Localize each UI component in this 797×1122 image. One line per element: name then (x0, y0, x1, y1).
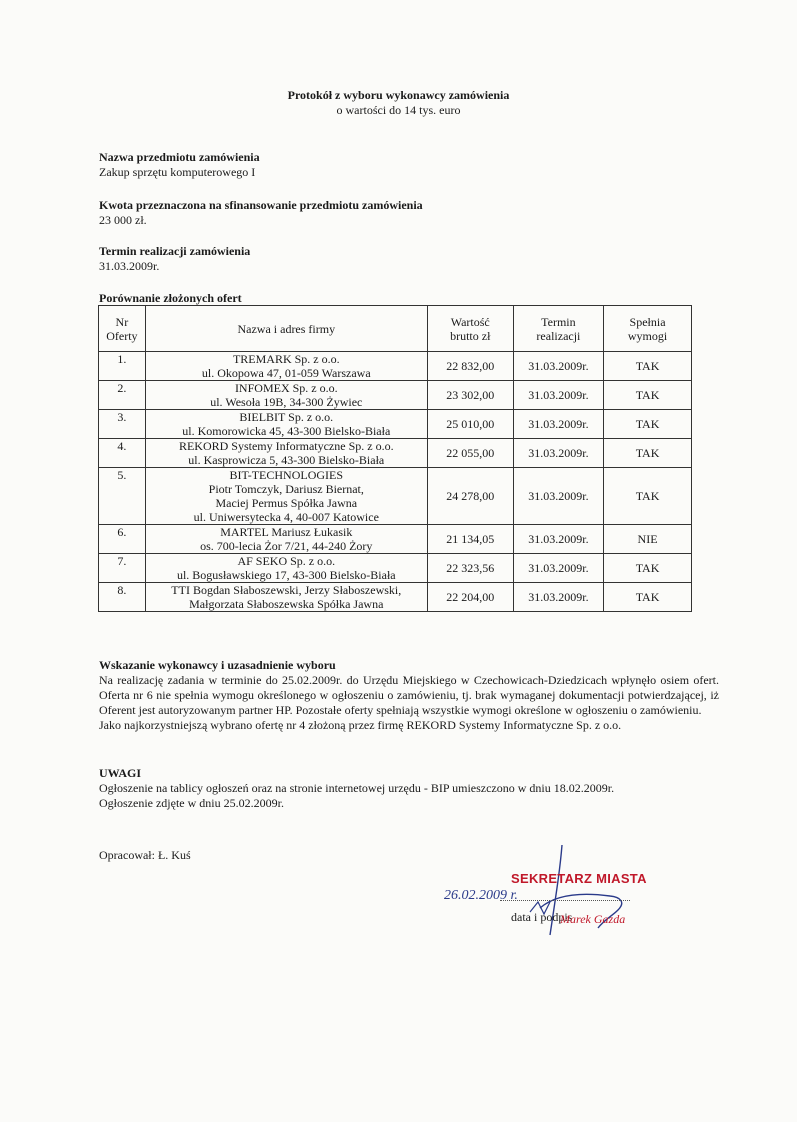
justification-section (99, 658, 719, 733)
table-row (99, 381, 692, 410)
offer-company (145, 583, 427, 612)
table-row (99, 525, 692, 554)
table-row (99, 468, 692, 525)
offer-number: 5. (99, 468, 146, 525)
offer-term: 31.03.2009r. (513, 583, 603, 612)
table-row (99, 410, 692, 439)
deadline-label: Termin realizacji zamówienia (99, 244, 251, 258)
company-line: ul. Kasprowicza 5, 43-300 Bielsko-Biała (188, 453, 385, 467)
document-header (0, 88, 797, 118)
offer-meets-requirements: NIE (604, 525, 692, 554)
offers-caption: Porównanie złożonych ofert (99, 291, 242, 305)
company-line: TTI Bogdan Słaboszewski, Jerzy Słaboszewski, (171, 583, 402, 597)
signature-label: data i podpis (511, 910, 573, 924)
offers-table-body (99, 352, 692, 612)
offer-company (145, 352, 427, 381)
offer-company (145, 410, 427, 439)
offer-term: 31.03.2009r. (513, 525, 603, 554)
stamp-name: Marek Gazda (560, 912, 626, 926)
subject-section (99, 150, 719, 180)
signature-line (500, 900, 630, 901)
stamp-title: SEKRETARZ MIASTA (511, 871, 647, 886)
offer-value: 23 302,00 (427, 381, 513, 410)
company-line: Małgorzata Słaboszewska Spółka Jawna (189, 597, 384, 611)
offer-value: 24 278,00 (427, 468, 513, 525)
company-line: Piotr Tomczyk, Dariusz Biernat, (208, 482, 364, 496)
handwritten-date: 26.02.2009 r. (444, 888, 518, 903)
prepared-by: Opracował: Ł. Kuś (99, 848, 191, 862)
offer-term: 31.03.2009r. (513, 410, 603, 439)
offer-value: 25 010,00 (427, 410, 513, 439)
justification-conclusion: Jako najkorzystniejszą wybrano ofertę nr 4 złożoną przez firmę REKORD Systemy Informatyczne Sp. z o.o. (99, 718, 622, 732)
offer-company (145, 381, 427, 410)
subject-value: Zakup sprzętu komputerowego I (99, 165, 256, 179)
document-subtitle: o wartości do 14 tys. euro (336, 103, 461, 117)
table-row (99, 439, 692, 468)
offer-number: 1. (99, 352, 146, 381)
offer-value: 21 134,05 (427, 525, 513, 554)
budget-value: 23 000 zł. (99, 213, 147, 227)
company-line: ul. Bogusławskiego 17, 43-300 Bielsko-Biała (176, 568, 396, 582)
company-line: INFOMEX Sp. z o.o. (234, 381, 338, 395)
header-nr: Nr Oferty (99, 306, 146, 352)
offer-term: 31.03.2009r. (513, 554, 603, 583)
offer-meets-requirements: TAK (604, 381, 692, 410)
table-row (99, 352, 692, 381)
offer-number: 3. (99, 410, 146, 439)
justification-label: Wskazanie wykonawcy i uzasadnienie wyboru (99, 658, 336, 672)
header-term: Termin realizacji (513, 306, 603, 352)
company-line: ul. Okopowa 47, 01-059 Warszawa (201, 366, 371, 380)
offer-value: 22 055,00 (427, 439, 513, 468)
offer-number: 4. (99, 439, 146, 468)
offer-term: 31.03.2009r. (513, 468, 603, 525)
company-line: ul. Wesoła 19B, 34-300 Żywiec (210, 395, 363, 409)
header-name: Nazwa i adres firmy (145, 306, 427, 352)
offer-number: 8. (99, 583, 146, 612)
company-line: MARTEL Mariusz Łukasik (220, 525, 353, 539)
company-line: os. 700-lecia Żor 7/21, 44-240 Żory (200, 539, 373, 553)
offer-term: 31.03.2009r. (513, 381, 603, 410)
notes-paragraph: Ogłoszenie na tablicy ogłoszeń oraz na stronie internetowej urzędu - BIP umieszczono w dniu 18.02.2009r. (99, 781, 615, 795)
company-line: BIELBIT Sp. z o.o. (239, 410, 334, 424)
company-line: ul. Komorowicka 45, 43-300 Bielsko-Biała (182, 424, 391, 438)
notes-label: UWAGI (99, 766, 142, 780)
offer-meets-requirements: TAK (604, 352, 692, 381)
offers-header-row (99, 306, 692, 352)
offer-value: 22 204,00 (427, 583, 513, 612)
document-title: Protokół z wyboru wykonawcy zamówienia (287, 88, 510, 102)
offer-meets-requirements: TAK (604, 410, 692, 439)
company-line: Maciej Permus Spółka Jawna (215, 496, 358, 510)
offer-company (145, 525, 427, 554)
table-row (99, 554, 692, 583)
offer-number: 7. (99, 554, 146, 583)
table-row (99, 583, 692, 612)
offer-number: 6. (99, 525, 146, 554)
notes-section (99, 766, 719, 811)
justification-paragraph: Na realizację zadania w terminie do 25.02.2009r. do Urzędu Miejskiego w Czechowicach-Dziedzicach wpłynęło osiem ofert. Oferta nr 6 nie spełnia wymogu określonego w ogłoszeniu o zamówieniu, tj. brak wymaganej dokumentacji potwierdzającej, iż Oferent jest autoryzowanym partner HP. Pozostałe oferty spełniają wszystkie wymogi określone w ogłoszeniu o zamówieniu. (99, 673, 719, 717)
offers-table (98, 305, 692, 612)
offer-number: 2. (99, 381, 146, 410)
header-value: Wartość brutto zł (427, 306, 513, 352)
company-line: AF SEKO Sp. z o.o. (237, 554, 336, 568)
offer-meets-requirements: TAK (604, 554, 692, 583)
offer-value: 22 832,00 (427, 352, 513, 381)
offer-term: 31.03.2009r. (513, 439, 603, 468)
offer-company (145, 554, 427, 583)
company-line: TREMARK Sp. z o.o. (232, 352, 340, 366)
offer-company (145, 439, 427, 468)
header-meets: Spełnia wymogi (604, 306, 692, 352)
offer-value: 22 323,56 (427, 554, 513, 583)
offer-meets-requirements: TAK (604, 583, 692, 612)
deadline-section (99, 244, 719, 274)
offer-meets-requirements: TAK (604, 439, 692, 468)
deadline-value: 31.03.2009r. (99, 259, 160, 273)
offer-term: 31.03.2009r. (513, 352, 603, 381)
offer-company (145, 468, 427, 525)
subject-label: Nazwa przedmiotu zamówienia (99, 150, 260, 164)
budget-label: Kwota przeznaczona na sfinansowanie przedmiotu zamówienia (99, 198, 423, 212)
notes-removed: Ogłoszenie zdjęte w dniu 25.02.2009r. (99, 796, 284, 810)
budget-section (99, 198, 719, 228)
offer-meets-requirements: TAK (604, 468, 692, 525)
company-line: REKORD Systemy Informatyczne Sp. z o.o. (178, 439, 394, 453)
company-line: BIT-TECHNOLOGIES (229, 468, 344, 482)
company-line: ul. Uniwersytecka 4, 40-007 Katowice (193, 510, 379, 524)
